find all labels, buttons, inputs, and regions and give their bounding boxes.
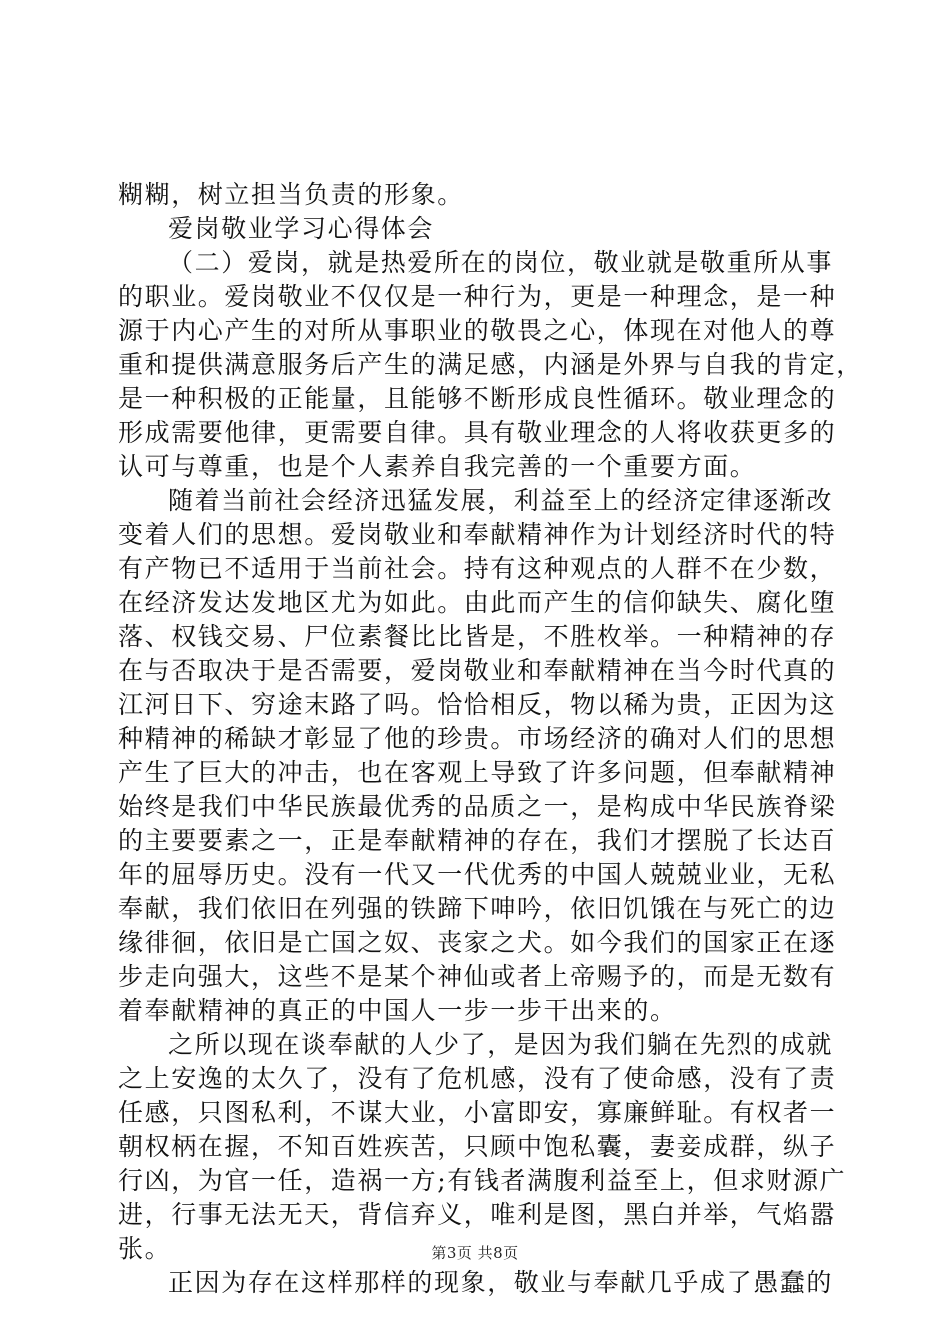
page-number-footer: 第3页 共8页 bbox=[431, 1244, 519, 1262]
text-line: 是一种积极的正能量，且能够不断形成良性循环。敬业理念的 bbox=[118, 384, 837, 413]
text-line: 产生了巨大的冲击，也在客观上导致了许多问题，但奉献精神 bbox=[118, 758, 837, 787]
text-line: 之上安逸的太久了，没有了危机感，没有了使命感，没有了责 bbox=[118, 1064, 837, 1093]
text-line: 行凶，为官一任，造祸一方;有钱者满腹利益至上，但求财源广 bbox=[118, 1166, 847, 1195]
text-line: 落、权钱交易、尸位素餐比比皆是，不胜枚举。一种精神的存 bbox=[118, 622, 837, 651]
text-line: 进，行事无法无天，背信弃义，唯利是图，黑白并举，气焰嚣 bbox=[118, 1200, 837, 1229]
document-body bbox=[118, 178, 863, 1300]
text-line: 朝权柄在握，不知百姓疾苦，只顾中饱私囊，妻妾成群，纵子 bbox=[118, 1132, 837, 1161]
text-line: 奉献，我们依旧在列强的铁蹄下呻吟，依旧饥饿在与死亡的边 bbox=[118, 894, 837, 923]
text-line: 江河日下、穷途末路了吗。恰恰相反，物以稀为贵，正因为这 bbox=[118, 690, 837, 719]
section-heading: 爱岗敬业学习心得体会 bbox=[168, 214, 435, 243]
text-line: 始终是我们中华民族最优秀的品质之一，是构成中华民族脊梁 bbox=[118, 792, 837, 821]
text-line: 形成需要他律，更需要自律。具有敬业理念的人将收获更多的 bbox=[118, 418, 837, 447]
text-line: 的主要要素之一，正是奉献精神的存在，我们才摆脱了长达百 bbox=[118, 826, 837, 855]
text-line: 变着人们的思想。爱岗敬业和奉献精神作为计划经济时代的特 bbox=[118, 520, 837, 549]
text-line: 着奉献精神的真正的中国人一步一步干出来的。 bbox=[118, 996, 677, 1025]
text-line: 种精神的稀缺才彰显了他的珍贵。市场经济的确对人们的思想 bbox=[118, 724, 837, 753]
text-line: 在经济发达发地区尤为如此。由此而产生的信仰缺失、腐化堕 bbox=[118, 588, 837, 617]
text-line: 之所以现在谈奉献的人少了，是因为我们躺在先烈的成就 bbox=[168, 1030, 834, 1059]
text-line: 在与否取决于是否需要，爱岗敬业和奉献精神在当今时代真的 bbox=[118, 656, 837, 685]
text-line: 糊糊，树立担当负责的形象。 bbox=[118, 180, 464, 209]
text-line: 步走向强大，这些不是某个神仙或者上帝赐予的，而是无数有 bbox=[118, 962, 837, 991]
text-line: 源于内心产生的对所从事职业的敬畏之心，体现在对他人的尊 bbox=[118, 316, 837, 345]
text-line: 随着当前社会经济迅猛发展，利益至上的经济定律逐渐改 bbox=[168, 486, 834, 515]
text-line: 正因为存在这样那样的现象，敬业与奉献几乎成了愚蠢的 bbox=[168, 1268, 834, 1297]
text-line: 有产物已不适用于当前社会。持有这种观点的人群不在少数， bbox=[118, 554, 837, 583]
text-line: 缘徘徊，依旧是亡国之奴、丧家之犬。如今我们的国家正在逐 bbox=[118, 928, 837, 957]
text-line: 张。 bbox=[118, 1234, 172, 1263]
text-line: 认可与尊重，也是个人素养自我完善的一个重要方面。 bbox=[118, 452, 757, 481]
text-line: （二）爱岗，就是热爱所在的岗位，敬业就是敬重所从事 bbox=[168, 248, 834, 277]
text-line: 任感，只图私利，不谋大业，小富即安，寡廉鲜耻。有权者一 bbox=[118, 1098, 837, 1127]
text-line: 重和提供满意服务后产生的满足感，内涵是外界与自我的肯定， bbox=[118, 350, 863, 379]
text-line: 年的屈辱历史。没有一代又一代优秀的中国人兢兢业业，无私 bbox=[118, 860, 837, 889]
text-line: 的职业。爱岗敬业不仅仅是一种行为，更是一种理念，是一种 bbox=[118, 282, 837, 311]
